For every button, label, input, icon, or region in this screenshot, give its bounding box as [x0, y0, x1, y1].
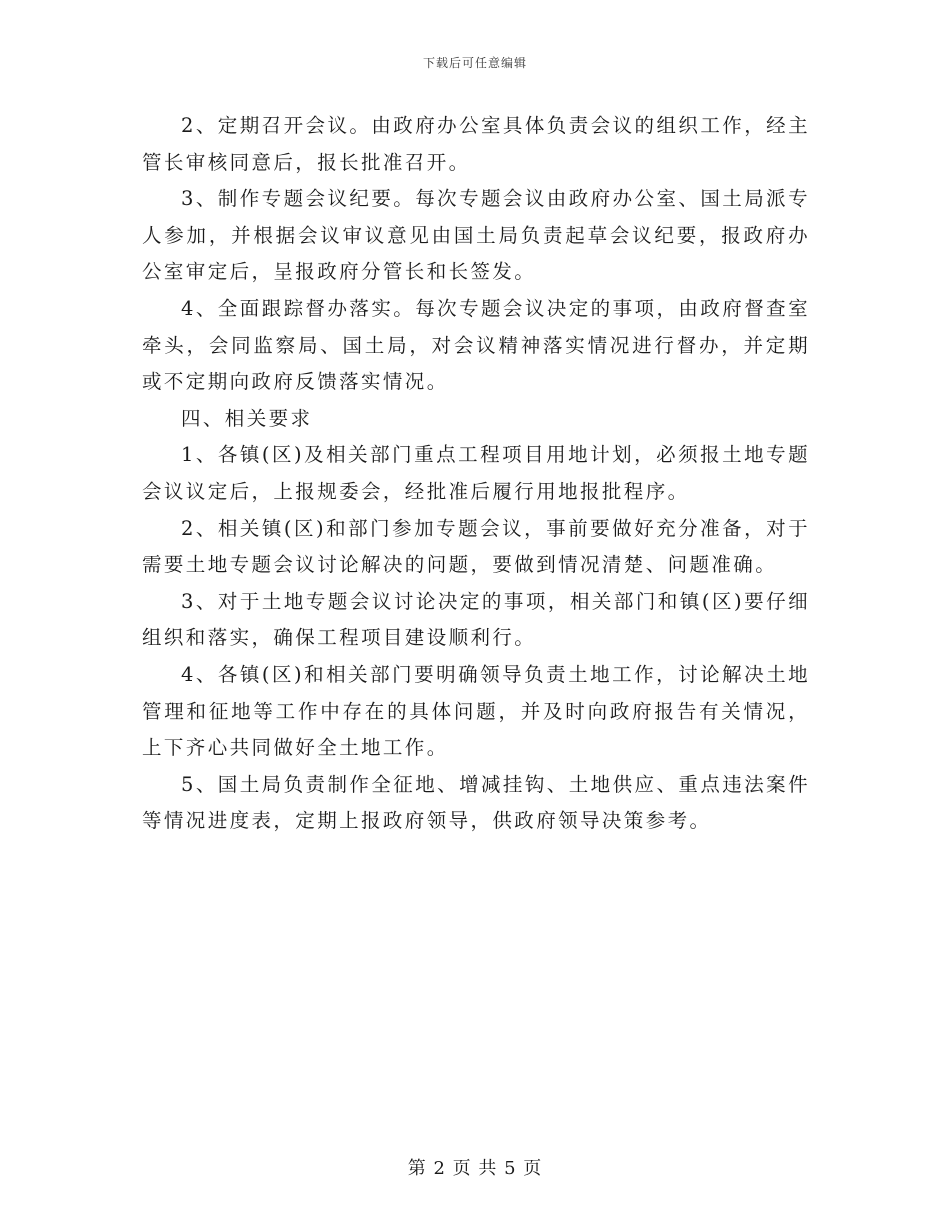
requirement-item-1: 1、各镇(区)及相关部门重点工程项目用地计划，必须报土地专题会议议定后，上报规委会，经批准后履行用地报批程序。 — [142, 443, 810, 503]
paragraph-item-4: 4、全面跟踪督办落实。每次专题会议决定的事项，由政府督查室牵头，会同监察局、国土局，对会议精神落实情况进行督办，并定期或不定期向政府反馈落实情况。 — [142, 296, 810, 394]
paragraph-item-2: 2、定期召开会议。由政府办公室具体负责会议的组织工作，经主管长审核同意后，报长批准召开。 — [142, 114, 810, 174]
document-body — [142, 108, 810, 840]
requirement-item-4: 4、各镇(区)和相关部门要明确领导负责土地工作，讨论解决土地管理和征地等工作中存在的具体问题，并及时向政府报告有关情况，上下齐心共同做好全土地工作。 — [142, 662, 810, 760]
page-header: 下载后可任意编辑 — [422, 56, 527, 70]
requirement-item-3: 3、对于土地专题会议讨论决定的事项，相关部门和镇(区)要仔细组织和落实，确保工程项目建设顺利行。 — [142, 589, 810, 650]
paragraph-item-3: 3、制作专题会议纪要。每次专题会议由政府办公室、国土局派专人参加，并根据会议审议意见由国土局负责起草会议纪要，报政府办公室审定后，呈报政府分管长和长签发。 — [142, 187, 810, 284]
requirement-item-2: 2、相关镇(区)和部门参加专题会议，事前要做好充分准备，对于需要土地专题会议讨论解决的问题，要做到情况清楚、问题准确。 — [142, 516, 810, 577]
page-number-footer: 第 2 页 共 5 页 — [407, 1158, 543, 1179]
section-heading: 四、相关要求 — [181, 406, 313, 430]
requirement-item-5: 5、国土局负责制作全征地、增减挂钩、土地供应、重点违法案件等情况进度表，定期上报政府领导，供政府领导决策参考。 — [142, 772, 810, 833]
